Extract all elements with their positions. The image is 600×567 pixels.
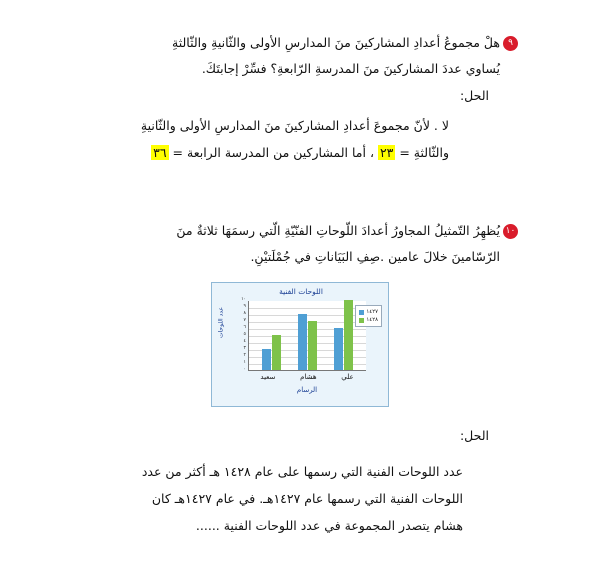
y-tick-1: ١ xyxy=(243,360,246,365)
bar-hisham-1428 xyxy=(308,321,317,370)
chart-y-axis-title: عدد اللوحات xyxy=(217,306,225,339)
question-10-solution-line-1: عدد اللوحات الفنية التي رسمها على عام ١٤٢٨ هـ أكثر من عدد xyxy=(141,464,463,479)
y-tick-7: ٧ xyxy=(243,318,246,323)
chart-title: اللوحات الفنية xyxy=(279,287,323,296)
x-label-ali: علي xyxy=(341,373,354,381)
sol9-text-b: ، أما المشاركين من المدرسة الرابعة = xyxy=(168,145,378,160)
question-10-number: ١٠ xyxy=(503,224,518,239)
legend-label-1428: ١٤٢٨ xyxy=(366,317,378,323)
legend-item-1428 xyxy=(359,316,378,324)
question-9-line-2: يُساوي عددَ المشاركينَ منَ المدرسةِ الرّابعةِ؟ فسِّرْ إجابتَكَ. xyxy=(201,61,500,76)
highlight-value-36: ٣٦ xyxy=(153,145,167,160)
sol9-text-a: والثّالثةِ = xyxy=(395,145,449,160)
art-pieces-bar-chart xyxy=(211,282,389,407)
y-tick-9: ٩ xyxy=(243,304,246,309)
chart-x-tick-labels xyxy=(248,373,366,381)
y-tick-8: ٨ xyxy=(243,311,246,316)
bar-saeed-1428 xyxy=(272,335,281,370)
y-tick-3: ٣ xyxy=(243,346,246,351)
question-9-solution-label: الحل: xyxy=(459,88,489,103)
chart-bars xyxy=(249,301,366,370)
y-tick-10: ١٠ xyxy=(241,297,246,302)
bar-group-saeed xyxy=(262,301,281,370)
bar-ali-1427 xyxy=(334,328,343,370)
bar-hisham-1427 xyxy=(298,314,307,370)
y-tick-2: ٢ xyxy=(243,353,246,358)
bar-ali-1428 xyxy=(344,300,353,370)
legend-item-1427 xyxy=(359,308,378,316)
question-10-solution-line-3: هشام يتصدر المجموعة في عدد اللوحات الفنية ...... xyxy=(195,518,463,533)
question-9-solution-body xyxy=(0,112,449,166)
bar-saeed-1427 xyxy=(262,349,271,370)
legend-swatch-icon-1427 xyxy=(359,310,364,315)
chart-x-axis-title: الرسام xyxy=(296,386,318,394)
question-10-solution-line-2: اللوحات الفنية التي رسمها عام ١٤٢٧هـ. في عام ١٤٢٧هـ كان xyxy=(151,491,463,506)
x-label-saeed: سعيد xyxy=(260,373,276,381)
question-9-line-1: هلْ مجموعُ أعدادِ المشاركينَ منَ المدارسِ الأولى والثّانيةِ والثّالثةِ xyxy=(172,35,500,50)
question-10-line-1: يُظهِرُ التّمثيلُ المجاورُ أعدادَ اللّوحاتِ الفنّيّةِ الّتي رسمَهَا ثلاثةٌ منَ xyxy=(176,223,500,238)
bar-group-ali xyxy=(334,301,353,370)
question-9-text xyxy=(100,30,500,82)
question-10-solution-body xyxy=(0,458,463,539)
question-10-text xyxy=(100,218,500,270)
question-10-block xyxy=(100,218,516,270)
chart-plot-area xyxy=(248,301,366,371)
legend-label-1427: ١٤٢٧ xyxy=(366,309,378,315)
x-label-hisham: هشام xyxy=(300,373,317,381)
question-10-solution-label: الحل: xyxy=(459,428,489,443)
y-tick-6: ٦ xyxy=(243,325,246,330)
question-9-number: ٩ xyxy=(503,36,518,51)
question-9-solution-line-1: لا . لأنّ مجموعَ أعدادِ المشاركينَ منَ المدارسِ الأولى والثّانيةِ xyxy=(140,118,449,133)
chart-y-ticks xyxy=(228,297,247,375)
question-9-solution-line-2 xyxy=(0,139,449,166)
y-tick-0: ٠ xyxy=(243,367,246,372)
chart-legend xyxy=(355,305,382,327)
question-9-block xyxy=(100,30,513,82)
question-10-line-2: الرّسّامينَ خلالَ عامين .صِفِ البَيَاناتِ في جُمْلَتيْنِ. xyxy=(250,249,500,264)
bar-group-hisham xyxy=(298,301,317,370)
y-tick-4: ٤ xyxy=(243,339,246,344)
highlight-value-23: ٢٣ xyxy=(379,145,394,160)
y-tick-5: ٥ xyxy=(243,332,246,337)
legend-swatch-icon-1428 xyxy=(359,318,364,323)
